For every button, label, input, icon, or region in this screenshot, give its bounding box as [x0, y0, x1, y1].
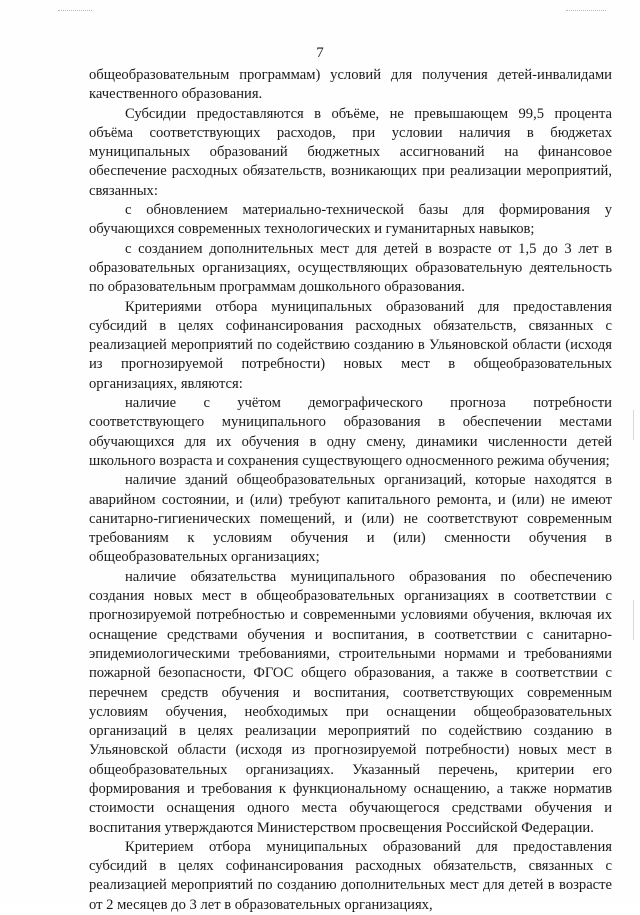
page-number: 7: [316, 45, 324, 61]
paragraph: Критериями отбора муниципальных образований для предоставления субсидий в целях софинансирования расходных обязательств, связанных с реализацией мероприятий по содействию созданию в Ульяновской области (исходя из прогнозируемой потребности) новых мест в общеобразовательных организациях, являются:: [89, 298, 612, 392]
paragraph: Критерием отбора муниципальных образований для предоставления субсидий в целях софинансирования расходных обязательств, связанных с реализацией мероприятий по созданию дополнительных мест для детей в возрасте от 2 месяцев до 3 лет в образовательных организациях,: [89, 838, 612, 913]
scan-edge: [633, 410, 634, 440]
paragraph: с созданием дополнительных мест для детей в возрасте от 1,5 до 3 лет в образовательных организациях, осуществляющих образовательную деятельность по образовательным программам дошкольного образования.: [89, 240, 612, 296]
scan-edge: [633, 600, 634, 640]
body-text: [89, 66, 612, 915]
paragraph: Субсидии предоставляются в объёме, не превышающем 99,5 процента объёма соответствующих расходов, при условии наличия в бюджетах муниципальных образований бюджетных ассигнований на финансовое обеспечение расходных обязательств, возникающих при реализации мероприятий, связанных:: [89, 105, 612, 199]
scan-artifact: [566, 10, 606, 13]
paragraph-continuation: общеобразовательным программам) условий для получения детей-инвалидами качественного образования.: [89, 67, 612, 103]
paragraph: наличие с учётом демографического прогноза потребности соответствующего муниципального образования в обеспечении местами обучающихся для их обучения в одну смену, динамики численности детей школьного возраста и сохранения существующего односменного режима обучения;: [89, 395, 612, 469]
scan-artifact: [58, 10, 92, 13]
paragraph: наличие обязательства муниципального образования по обеспечению создания новых мест в общеобразовательных организациях в соответствии с прогнозируемой потребностью и современными условиями обучения, включая их оснащение средствами обучения и воспитания, в соответствии с санитарно-эпидемиологическими требованиями, строительными нормами и требованиями пожарной безопасности, ФГОС общего образования, а также в соответствии с перечнем средств обучения и воспитания, соответствующих современным условиям обучения, необходимых при оснащении общеобразовательных организаций в целях реализации мероприятий по содействию созданию в Ульяновской области (исходя из прогнозируемой потребности) новых мест в общеобразовательных организациях. Указанный перечень, критерии его формирования и требования к функциональному оснащению, а также норматив стоимости оснащения одного места обучающегося средствами обучения и воспитания утверждаются Министерством просвещения Российской Федерации.: [89, 568, 612, 836]
paragraph: с обновлением материально-технической базы для формирования у обучающихся современных технологических и гуманитарных навыков;: [89, 202, 612, 238]
paragraph: наличие зданий общеобразовательных организаций, которые находятся в аварийном состоянии, и (или) требуют капитального ремонта, и (или) не имеют санитарно-гигиенических помещений, и (или) не соответствуют современным требованиям к условиям обучения и (или) сменности обучения в общеобразовательных организациях;: [89, 472, 612, 566]
